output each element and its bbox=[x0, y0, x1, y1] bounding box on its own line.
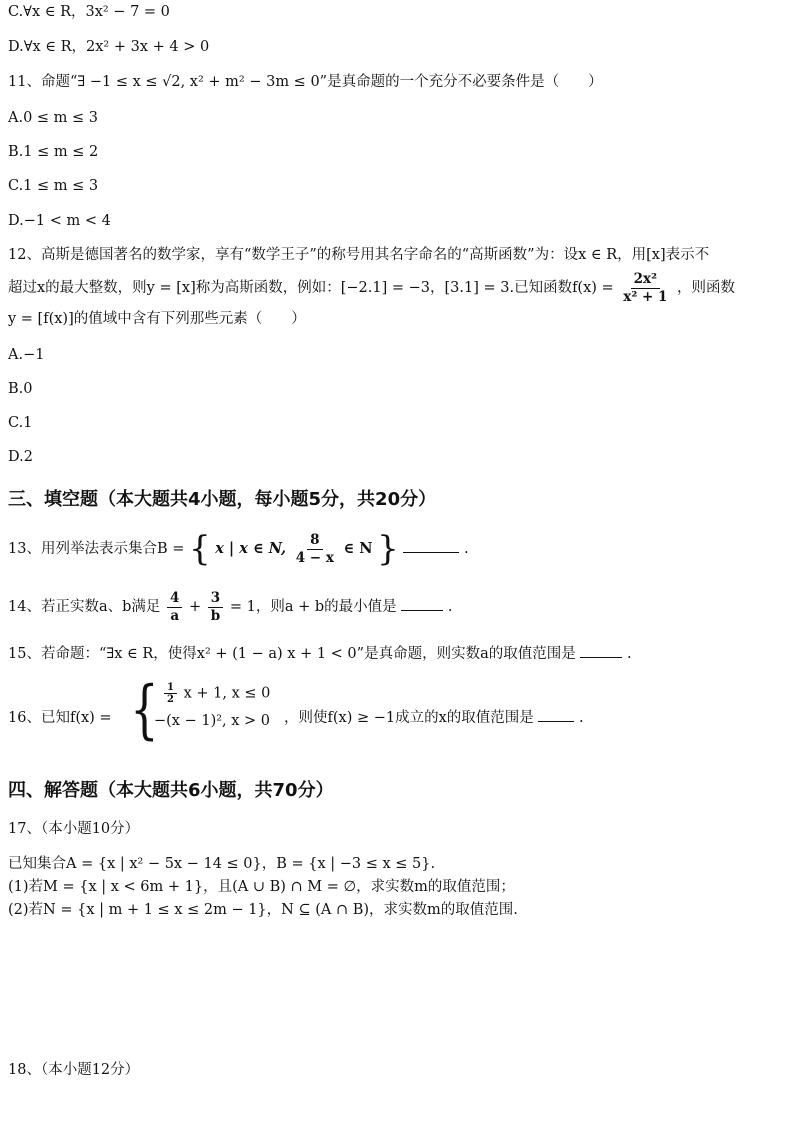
q15-text: 15、若命题：“∃x ∈ R，使得x² + (1 − a) x + 1 < 0”是真命题，则实数a的取值范围是 bbox=[8, 646, 576, 662]
q13-answer-blank[interactable] bbox=[403, 540, 459, 553]
q12-stem-line2-a: 超过x的最大整数，则y = [x]称为高斯函数，例如：[−2.1] = −3，[3.1] = 3.已知函数f(x) = bbox=[8, 280, 614, 296]
q15 bbox=[8, 644, 632, 664]
q15-suffix: . bbox=[626, 646, 632, 662]
q12-option-d: D.2 bbox=[8, 449, 33, 465]
q13-fraction-numerator: 8 bbox=[307, 532, 322, 550]
q14-answer-blank[interactable] bbox=[401, 598, 443, 611]
q12-fraction-numerator: 2x² bbox=[631, 271, 660, 289]
q11-stem: 11、命题“∃ −1 ≤ x ≤ √2, x² + m² − 3m ≤ 0”是真命题的一个充分不必要条件是（ ） bbox=[8, 74, 603, 90]
q15-answer-blank[interactable] bbox=[580, 645, 622, 658]
q16-prefix: 16、已知f(x) = bbox=[8, 710, 112, 726]
section-3-heading: 三、填空题（本大题共4小题，每小题5分，共20分） bbox=[8, 489, 437, 510]
q13-prefix: 13、用列举法表示集合B = bbox=[8, 541, 185, 557]
q16-half-fraction bbox=[164, 682, 177, 705]
q10-option-d: D.∀x ∈ R，2x² + 3x + 4 > 0 bbox=[8, 39, 210, 55]
q10-option-c: C.∀x ∈ R，3x² − 7 = 0 bbox=[8, 4, 170, 20]
q11-option-a: A.0 ≤ m ≤ 3 bbox=[8, 110, 99, 126]
q18-header: 18、（本小题12分） bbox=[8, 1062, 140, 1078]
q14-suffix: . bbox=[447, 599, 453, 615]
q12-stem-line2-b: ，则函数 bbox=[676, 280, 735, 296]
section-4-heading: 四、解答题（本大题共6小题，共70分） bbox=[8, 780, 334, 801]
q16-text: ，则使f(x) ≥ −1成立的x的取值范围是 bbox=[284, 710, 534, 726]
q12-function-fraction bbox=[620, 271, 670, 306]
q17-line3: (2)若N = {x | m + 1 ≤ x ≤ 2m − 1}，N ⊆ (A ∩ B)，求实数m的取值范围. bbox=[8, 902, 518, 918]
q13 bbox=[8, 527, 469, 571]
q13-fraction bbox=[293, 532, 337, 567]
q17-line1: 已知集合A = {x | x² − 5x − 14 ≤ 0}，B = {x | −3 ≤ x ≤ 5}. bbox=[8, 856, 436, 872]
q11-option-b: B.1 ≤ m ≤ 2 bbox=[8, 144, 99, 160]
piecewise-brace-icon: { bbox=[130, 673, 159, 747]
q14-fraction-2 bbox=[208, 590, 223, 625]
q11-option-d: D.−1 < m < 4 bbox=[8, 213, 111, 229]
q12-option-c: C.1 bbox=[8, 415, 33, 431]
q14 bbox=[8, 588, 452, 626]
q16-case2-expression: −(x − 1)², x > 0 bbox=[154, 713, 271, 729]
q14-plus: + bbox=[189, 599, 202, 615]
q16-case1 bbox=[162, 682, 270, 705]
q14-fraction-2-numerator: 3 bbox=[208, 590, 223, 608]
q12-option-a: A.−1 bbox=[8, 347, 45, 363]
q17-header: 17、（本小题10分） bbox=[8, 821, 140, 837]
q16-suffix: . bbox=[579, 710, 584, 726]
q12-stem-line3: y = [f(x)]的值域中含有下列那些元素（ ） bbox=[8, 311, 306, 327]
q16-case1-expression: x + 1, x ≤ 0 bbox=[183, 685, 271, 702]
q13-suffix: . bbox=[464, 541, 469, 557]
q14-fraction-2-denominator: b bbox=[210, 607, 221, 624]
q11-option-c: C.1 ≤ m ≤ 3 bbox=[8, 178, 99, 194]
left-brace-icon: { bbox=[188, 529, 211, 569]
right-brace-icon: } bbox=[377, 529, 399, 569]
q16-answer-blank[interactable] bbox=[538, 709, 574, 722]
q12-stem-line1: 12、高斯是德国著名的数学家，享有“数学王子”的称号用其名字命名的“高斯函数”为：设x ∈ R，用[x]表示不 bbox=[8, 247, 710, 263]
q12-stem-line2 bbox=[8, 270, 735, 306]
q12-option-b: B.0 bbox=[8, 381, 33, 397]
q14-fraction-1-denominator: a bbox=[170, 607, 180, 624]
q16-condition bbox=[284, 708, 584, 728]
q17-line2: (1)若M = {x | x < 6m + 1}，且(A ∪ B) ∩ M = ∅，求实数m的取值范围； bbox=[8, 879, 515, 895]
q13-set-right: ∈ N bbox=[343, 540, 373, 557]
q14-fraction-1-numerator: 4 bbox=[167, 590, 182, 608]
q13-set-left: x | x ∈ N, bbox=[215, 540, 287, 557]
q12-fraction-denominator: x² + 1 bbox=[623, 288, 668, 305]
q14-middle: = 1，则a + b的最小值是 bbox=[229, 599, 397, 615]
q13-fraction-denominator: 4 − x bbox=[295, 549, 334, 566]
q14-fraction-1 bbox=[167, 590, 182, 625]
q16-half-denominator: 2 bbox=[167, 694, 174, 705]
q16-half-numerator: 1 bbox=[164, 682, 177, 694]
q14-prefix: 14、若正实数a、b满足 bbox=[8, 599, 161, 615]
